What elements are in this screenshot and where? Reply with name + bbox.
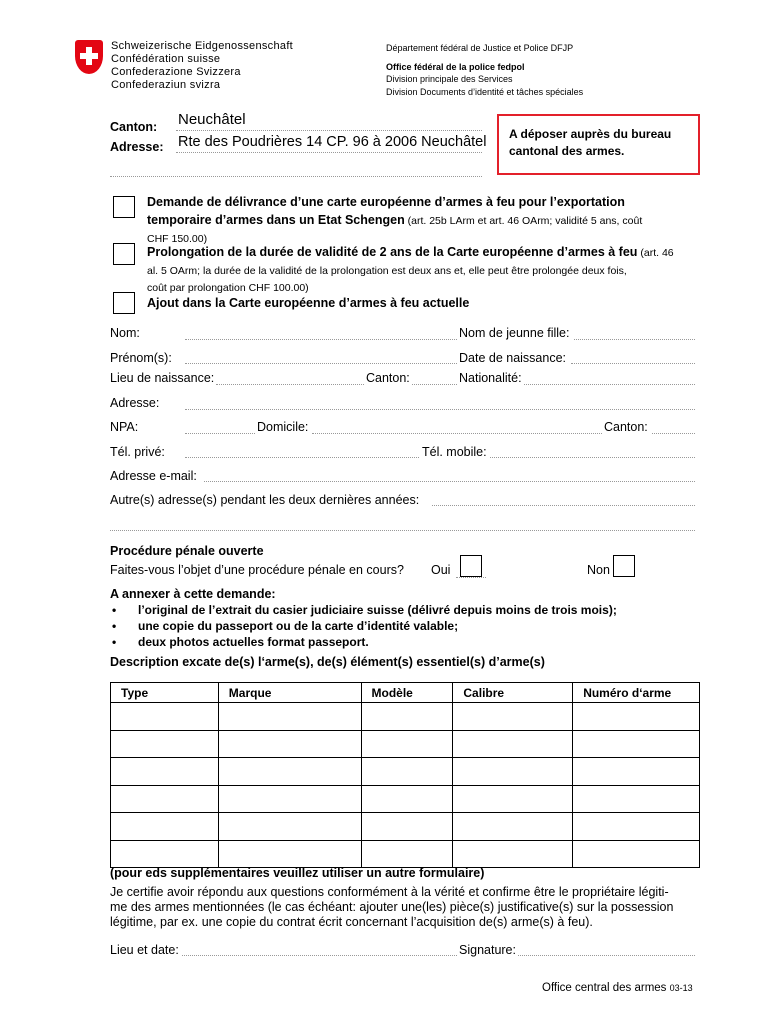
domicile-input[interactable] — [312, 433, 602, 434]
col-modele: Modèle — [361, 683, 453, 703]
department-name: Département fédéral de Justice et Police DFJP — [386, 43, 574, 53]
nationalite-label: Nationalité: — [459, 371, 522, 385]
annex-list — [110, 602, 617, 650]
notice-box — [497, 114, 700, 175]
option-3-checkbox[interactable] — [113, 292, 135, 314]
option-1-text: Demande de délivrance d’une carte européenne d’armes à feu pour l’exportation temporaire d’armes dans un Etat Schengen (art. 25b LArm et art. 46 OArm; validité 5 ans, coût CHF 150.00) — [147, 195, 643, 245]
procedure-question: Faites-vous l’objet d’une procédure pénale en cours? — [110, 563, 404, 577]
canton-naissance-label: Canton: — [366, 371, 410, 385]
weapons-table — [110, 682, 700, 868]
tel-prive-label: Tél. privé: — [110, 445, 165, 459]
option-1-checkbox[interactable] — [113, 196, 135, 218]
col-type: Type — [111, 683, 219, 703]
table-row[interactable] — [111, 758, 700, 786]
adresse-value[interactable]: Rte des Poudrières 14 CP. 96 à 2006 Neuchâtel — [178, 134, 487, 150]
adresse-label: Adresse: — [110, 140, 164, 154]
date-naissance-label: Date de naissance: — [459, 351, 567, 365]
lieu-naissance-label: Lieu de naissance: — [110, 371, 215, 385]
tel-mobile-label: Tél. mobile: — [422, 445, 487, 459]
footer — [542, 982, 693, 994]
npa-input[interactable] — [185, 433, 255, 434]
procedure-title: Procédure pénale ouverte — [110, 544, 264, 558]
table-row[interactable] — [111, 703, 700, 731]
confederation-fr: Confédération suisse — [111, 53, 221, 65]
confederation-rm: Confederaziun svizra — [111, 79, 221, 91]
table-row[interactable] — [111, 730, 700, 758]
office-name: Office fédéral de la police fedpol — [386, 61, 525, 72]
adresse-perso-label: Adresse: — [110, 396, 160, 410]
npa-label: NPA: — [110, 420, 139, 434]
option-3-text: Ajout dans la Carte européenne d’armes à feu actuelle — [147, 296, 470, 310]
annex-item: • l’original de l’extrait du casier judiciaire suisse (délivré depuis moins de trois mois); — [110, 602, 617, 618]
table-row[interactable] — [111, 813, 700, 841]
nom-label: Nom: — [110, 326, 140, 340]
non-label: Non — [587, 563, 610, 577]
oui-line — [456, 577, 486, 578]
nom-jeune-fille-label: Nom de jeunne fille: — [459, 326, 570, 340]
table-row[interactable] — [111, 785, 700, 813]
nom-input[interactable] — [185, 339, 457, 340]
division-main: Division principale des Services — [386, 74, 513, 84]
adresse-perso-input[interactable] — [185, 409, 695, 410]
description-title: Description excate de(s) l‘arme(s), de(s) élément(s) essentiel(s) d’arme(s) — [110, 655, 545, 669]
annex-title: A annexer à cette demande: — [110, 587, 276, 601]
adresse-line-2 — [110, 176, 482, 177]
footer-office: Office central des armes — [542, 982, 667, 994]
col-marque: Marque — [218, 683, 361, 703]
swiss-coat-of-arms-icon — [75, 40, 103, 74]
annex-item: • deux photos actuelles format passeport. — [110, 634, 617, 650]
oui-checkbox[interactable] — [460, 555, 482, 577]
table-header-row — [111, 683, 700, 703]
email-label: Adresse e-mail: — [110, 469, 197, 483]
signature-input[interactable] — [518, 955, 695, 956]
nom-jeune-fille-input[interactable] — [574, 339, 695, 340]
lieu-date-label: Lieu et date: — [110, 943, 179, 957]
oui-label: Oui — [431, 563, 451, 577]
footer-code: 03-13 — [669, 983, 693, 993]
confederation-de: Schweizerische Eidgenossenschaft — [111, 40, 294, 52]
canton-value[interactable]: Neuchâtel — [178, 111, 246, 128]
canton-domicile-input[interactable] — [652, 433, 695, 434]
non-checkbox[interactable] — [613, 555, 635, 577]
confederation-it: Confederazione Svizzera — [111, 66, 241, 78]
canton-label: Canton: — [110, 120, 158, 134]
tel-prive-input[interactable] — [185, 457, 419, 458]
canton-line — [176, 130, 482, 131]
col-numero: Numéro d‘arme — [573, 683, 700, 703]
adresse-line — [176, 152, 482, 153]
date-naissance-input[interactable] — [571, 363, 695, 364]
department-header — [386, 42, 583, 98]
lieu-naissance-input[interactable] — [216, 384, 364, 385]
prenom-input[interactable] — [185, 363, 457, 364]
prenom-label: Prénom(s): — [110, 351, 172, 365]
autres-adresses-input[interactable] — [432, 505, 695, 506]
annex-item: • une copie du passeport ou de la carte d’identité valable; — [110, 618, 617, 634]
division-docs: Division Documents d’identité et tâches spéciales — [386, 86, 584, 97]
option-2-checkbox[interactable] — [113, 243, 135, 265]
option-2-text: Prolongation de la durée de validité de 2 ans de la Carte européenne d’armes à feu (art. 46 al. 5 OArm; la durée de la validité de la prolongation est deux ans et, elle peut être prolongée deux fois, coût par prolongation CHF 100.00) — [147, 245, 674, 294]
signature-label: Signature: — [459, 943, 516, 957]
nationalite-input[interactable] — [524, 384, 695, 385]
autres-adresses-label: Autre(s) adresse(s) pendant les deux dernières années: — [110, 493, 420, 507]
table-row[interactable] — [111, 840, 700, 868]
notice-text: A déposer auprès du bureau cantonal des armes. — [509, 127, 672, 158]
lieu-date-input[interactable] — [182, 955, 457, 956]
certify-text: Je certifie avoir répondu aux questions conformément à la vérité et confirme être le propriétaire légiti- me des armes mentionnées (le cas échéant: ajouter une(les) pièce(s) justificative(s) sur la possession légitime, par ex. une copie du contrat écrit concernant l’acquisition de(s) arme(s) à feu). — [110, 885, 674, 929]
tel-mobile-input[interactable] — [490, 457, 695, 458]
canton-naissance-input[interactable] — [412, 384, 457, 385]
domicile-label: Domicile: — [257, 420, 309, 434]
confederation-names — [111, 40, 293, 92]
autres-adresses-input-2[interactable] — [110, 530, 695, 531]
table-note: (pour eds supplémentaires veuillez utiliser un autre formulaire) — [110, 866, 485, 880]
canton-domicile-label: Canton: — [604, 420, 648, 434]
col-calibre: Calibre — [453, 683, 573, 703]
email-input[interactable] — [204, 481, 695, 482]
